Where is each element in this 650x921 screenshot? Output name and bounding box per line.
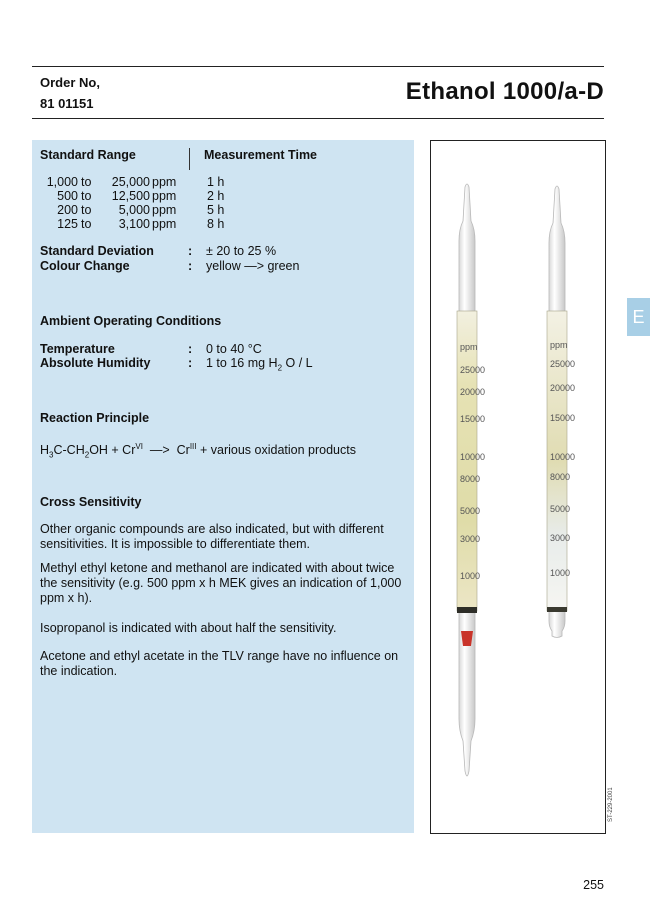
range-to: 12,500 bbox=[111, 189, 150, 203]
humidity-value-unit: O / L bbox=[285, 356, 313, 370]
section-tab: E bbox=[627, 298, 650, 336]
humidity-label: Absolute Humidity bbox=[40, 356, 151, 370]
right-scale-label: 5000 bbox=[550, 504, 571, 514]
left-scale-label: 20000 bbox=[460, 387, 486, 397]
colour-change-value: yellow —> green bbox=[206, 259, 300, 273]
photo-id: ST-229-2001 bbox=[608, 787, 614, 822]
cross-sensitivity-heading: Cross Sensitivity bbox=[40, 495, 142, 509]
left-scale-unit: ppm bbox=[460, 342, 478, 352]
cross-paragraph: Other organic compounds are also indicated, but with different sensitivities. It is impossible to differentiate them. bbox=[40, 522, 384, 551]
deviation-value: ± 20 to 25 % bbox=[206, 244, 277, 258]
range-unit: ppm bbox=[152, 175, 177, 189]
formula-part: H bbox=[40, 443, 50, 458]
range-to: 3,100 bbox=[118, 217, 150, 231]
range-to-word: to bbox=[81, 189, 92, 203]
temperature-value: 0 to 40 °C bbox=[206, 342, 262, 356]
formula-sub: 2 bbox=[84, 450, 90, 460]
measurement-time-header: Measurement Time bbox=[204, 148, 318, 162]
left-scale-label: 1000 bbox=[460, 571, 481, 581]
deviation-colon: : bbox=[188, 244, 193, 258]
left-scale-label: 15000 bbox=[460, 414, 486, 424]
range-unit: ppm bbox=[152, 217, 177, 231]
range-from: 125 bbox=[57, 217, 78, 231]
ambient-heading: Ambient Operating Conditions bbox=[40, 314, 222, 328]
standard-range-header: Standard Range bbox=[40, 148, 136, 162]
range-unit: ppm bbox=[152, 203, 177, 217]
reaction-formula bbox=[40, 439, 406, 463]
range-to-word: to bbox=[81, 203, 92, 217]
formula-part: —> Cr bbox=[142, 443, 190, 458]
title-rule bbox=[32, 118, 604, 119]
humidity-value bbox=[206, 356, 313, 373]
formula-sub: 3 bbox=[49, 450, 54, 460]
left-scale-label: 3000 bbox=[460, 534, 481, 544]
formula-sup: III bbox=[189, 442, 197, 451]
formula-part: + various oxidation products bbox=[196, 443, 356, 458]
range-to-word: to bbox=[81, 175, 92, 189]
cross-paragraph: Acetone and ethyl acetate in the TLV range have no influence on the indication. bbox=[40, 649, 399, 678]
range-to: 5,000 bbox=[118, 203, 150, 217]
tube-photo bbox=[430, 140, 606, 834]
temperature-colon: : bbox=[188, 342, 193, 356]
right-scale-label: 10000 bbox=[550, 452, 576, 462]
range-from: 500 bbox=[57, 189, 78, 203]
time-value: 2 h bbox=[207, 189, 225, 203]
page-title: Ethanol 1000/a-D bbox=[405, 78, 604, 105]
range-from: 200 bbox=[57, 203, 78, 217]
cross-paragraph: Isopropanol is indicated with about half the sensitivity. bbox=[40, 621, 337, 635]
cross-paragraph: Methyl ethyl ketone and methanol are indicated with about twice the sensitivity (e.g. 500 ppm x h MEK gives an indication of 1,000 ppm x h). bbox=[40, 561, 402, 605]
right-scale-unit: ppm bbox=[550, 340, 568, 350]
left-scale-label: 10000 bbox=[460, 452, 486, 462]
formula-part: OH + Cr bbox=[89, 443, 136, 458]
right-scale-label: 3000 bbox=[550, 533, 571, 543]
right-scale-label: 20000 bbox=[550, 383, 576, 393]
humidity-subscript: 2 bbox=[277, 363, 283, 373]
time-value: 8 h bbox=[207, 217, 225, 231]
range-to: 25,000 bbox=[111, 175, 150, 189]
detector-tubes-image bbox=[431, 141, 605, 833]
colour-change-colon: : bbox=[188, 259, 193, 273]
deviation-label: Standard Deviation bbox=[40, 244, 154, 258]
column-divider bbox=[189, 148, 190, 170]
left-scale-label: 5000 bbox=[460, 506, 481, 516]
range-unit: ppm bbox=[152, 189, 177, 203]
order-number: 81 01151 bbox=[40, 96, 94, 111]
left-scale-label: 8000 bbox=[460, 474, 481, 484]
right-scale-label: 1000 bbox=[550, 568, 571, 578]
temperature-label: Temperature bbox=[40, 342, 115, 356]
time-value: 5 h bbox=[207, 203, 225, 217]
humidity-colon: : bbox=[188, 356, 193, 370]
reaction-heading: Reaction Principle bbox=[40, 411, 150, 425]
left-scale-label: 25000 bbox=[460, 365, 486, 375]
right-scale-label: 15000 bbox=[550, 413, 576, 423]
right-scale-label: 25000 bbox=[550, 359, 576, 369]
formula-part: C-CH bbox=[53, 443, 85, 458]
range-to-word: to bbox=[81, 217, 92, 231]
humidity-value-text: 1 to 16 mg H bbox=[206, 356, 278, 370]
colour-change-label: Colour Change bbox=[40, 259, 130, 273]
formula-sup: VI bbox=[135, 442, 143, 451]
top-rule bbox=[32, 66, 604, 67]
range-from: 1,000 bbox=[46, 175, 78, 189]
page-number: 255 bbox=[583, 878, 604, 892]
order-label: Order No, bbox=[40, 75, 100, 90]
right-scale-label: 8000 bbox=[550, 472, 571, 482]
time-value: 1 h bbox=[207, 175, 225, 189]
